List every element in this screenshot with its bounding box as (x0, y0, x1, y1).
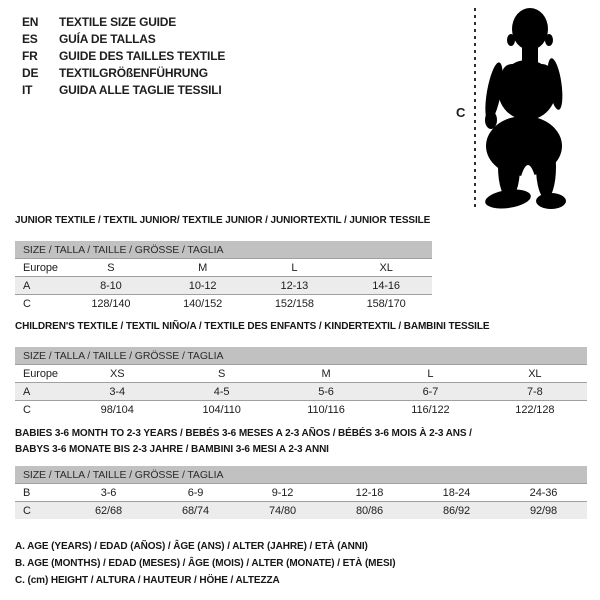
size-cell: M (321, 367, 331, 380)
row-label: A (23, 385, 31, 398)
size-cell: 140/152 (183, 297, 223, 310)
table-row (15, 294, 432, 312)
row-label: C (23, 297, 31, 310)
row-cells (65, 404, 587, 416)
size-cell: 152/158 (274, 297, 314, 310)
language-code: IT (22, 83, 33, 97)
size-cell: L (291, 261, 298, 274)
language-row (22, 65, 225, 82)
table-row (15, 400, 587, 418)
row-label: C (23, 403, 31, 416)
size-cell: 12-13 (280, 279, 309, 292)
row-cells (65, 262, 432, 274)
junior-table-rows (15, 258, 432, 312)
size-cell: 9-12 (271, 486, 294, 499)
size-cell: 10-12 (188, 279, 217, 292)
language-row (22, 14, 225, 31)
row-cells (65, 386, 587, 398)
row-cells (65, 280, 432, 292)
row-label: B (23, 486, 31, 499)
babies-size-header-band: SIZE / TALLA / TAILLE / GRÖSSE / TAGLIA (15, 466, 587, 483)
row-cells (65, 487, 587, 499)
row-label: A (23, 279, 31, 292)
size-cell: 86/92 (442, 504, 471, 517)
size-cell: 62/68 (94, 504, 123, 517)
size-cell: S (217, 367, 226, 380)
size-cell: 80/86 (355, 504, 384, 517)
size-cell: 6-7 (422, 385, 439, 398)
size-cell: 24-36 (529, 486, 558, 499)
height-measure-label: C (456, 105, 466, 120)
babies-table-rows (15, 483, 587, 519)
legend-line: C. (cm) HEIGHT / ALTURA / HAUTEUR / HÖHE / ALTEZZA (15, 575, 280, 586)
size-cell: 3-4 (109, 385, 125, 398)
table-row (15, 483, 587, 501)
language-row (22, 31, 225, 48)
row-label: C (23, 504, 31, 517)
legend-line: B. AGE (MONTHS) / EDAD (MESES) / ÂGE (MOIS) / ALTER (MONATE) / ETÀ (MESI) (15, 558, 396, 569)
children-size-header-band: SIZE / TALLA / TAILLE / GRÖSSE / TAGLIA (15, 347, 587, 364)
size-cell: 74/80 (268, 504, 297, 517)
size-cell: L (427, 367, 434, 380)
table-row (15, 382, 587, 400)
row-cells (65, 298, 432, 310)
size-cell: 122/128 (515, 403, 555, 416)
junior-size-table (15, 241, 432, 312)
measurement-legend (15, 538, 395, 589)
size-cell: 116/122 (411, 403, 450, 416)
size-cell: 18-24 (442, 486, 471, 499)
language-list (22, 14, 225, 99)
babies-size-table (15, 466, 587, 519)
language-code: EN (22, 15, 39, 29)
size-cell: XS (109, 367, 125, 380)
size-cell: 3-6 (100, 486, 117, 499)
table-row (15, 501, 587, 519)
size-cell: 92/98 (529, 504, 558, 517)
size-cell: 6-9 (187, 486, 204, 499)
row-label: Europe (23, 367, 58, 380)
size-cell: 8-10 (100, 279, 122, 292)
table-row (15, 364, 587, 382)
toddler-silhouette-icon (478, 4, 593, 214)
row-cells (65, 368, 587, 380)
children-table-rows (15, 364, 587, 418)
children-section-title: CHILDREN'S TEXTILE / TEXTIL NIÑO/A / TEXTILE DES ENFANTS / KINDERTEXTIL / BAMBINI TESSILE (15, 321, 490, 332)
size-cell: 158/170 (366, 297, 406, 310)
size-cell: 14-16 (372, 279, 400, 292)
language-code: FR (22, 49, 38, 63)
language-title: GUIDE DES TAILLES TEXTILE (59, 49, 226, 63)
size-cell: M (198, 261, 208, 274)
junior-section-title: JUNIOR TEXTILE / TEXTIL JUNIOR/ TEXTILE JUNIOR / JUNIORTEXTIL / JUNIOR TESSILE (15, 215, 431, 226)
size-cell: 98/104 (100, 403, 134, 416)
size-cell: XL (379, 261, 393, 274)
size-cell: 110/116 (307, 403, 345, 416)
language-title: TEXTILE SIZE GUIDE (59, 15, 177, 29)
language-code: DE (22, 66, 39, 80)
row-cells (65, 505, 587, 517)
row-label: Europe (23, 261, 58, 274)
size-cell: 4-5 (213, 385, 230, 398)
language-title: GUÍA DE TALLAS (59, 32, 156, 46)
junior-size-header-band: SIZE / TALLA / TAILLE / GRÖSSE / TAGLIA (15, 241, 432, 258)
babies-title-line1: BABIES 3-6 MONTH TO 2-3 YEARS / BEBÉS 3-6 MESES A 2-3 AÑOS / BÉBÉS 3-6 MOIS À 2-3 ANS / (15, 428, 472, 439)
language-title: GUIDA ALLE TAGLIE TESSILI (59, 83, 222, 97)
size-cell: XL (528, 367, 542, 380)
babies-section-title (15, 426, 472, 458)
size-cell: 12-18 (355, 486, 384, 499)
table-row (15, 258, 432, 276)
language-row (22, 48, 225, 65)
size-cell: 7-8 (527, 385, 543, 398)
size-cell: 104/110 (202, 403, 241, 416)
babies-title-line2: BABYS 3-6 MONATE BIS 2-3 JAHRE / BAMBINI 3-6 MESI A 2-3 ANNI (15, 444, 329, 455)
language-code: ES (22, 32, 38, 46)
height-measure-dotted-line (474, 8, 476, 211)
size-cell: 5-6 (318, 385, 334, 398)
language-title: TEXTILGRÖßENFÜHRUNG (59, 66, 208, 80)
children-size-table (15, 347, 587, 418)
table-row (15, 276, 432, 294)
size-cell: 128/140 (91, 297, 131, 310)
legend-line: A. AGE (YEARS) / EDAD (AÑOS) / ÂGE (ANS) / ALTER (JAHRE) / ETÀ (ANNI) (15, 541, 368, 552)
size-cell: S (107, 261, 115, 274)
size-cell: 68/74 (181, 504, 210, 517)
language-row (22, 82, 225, 99)
